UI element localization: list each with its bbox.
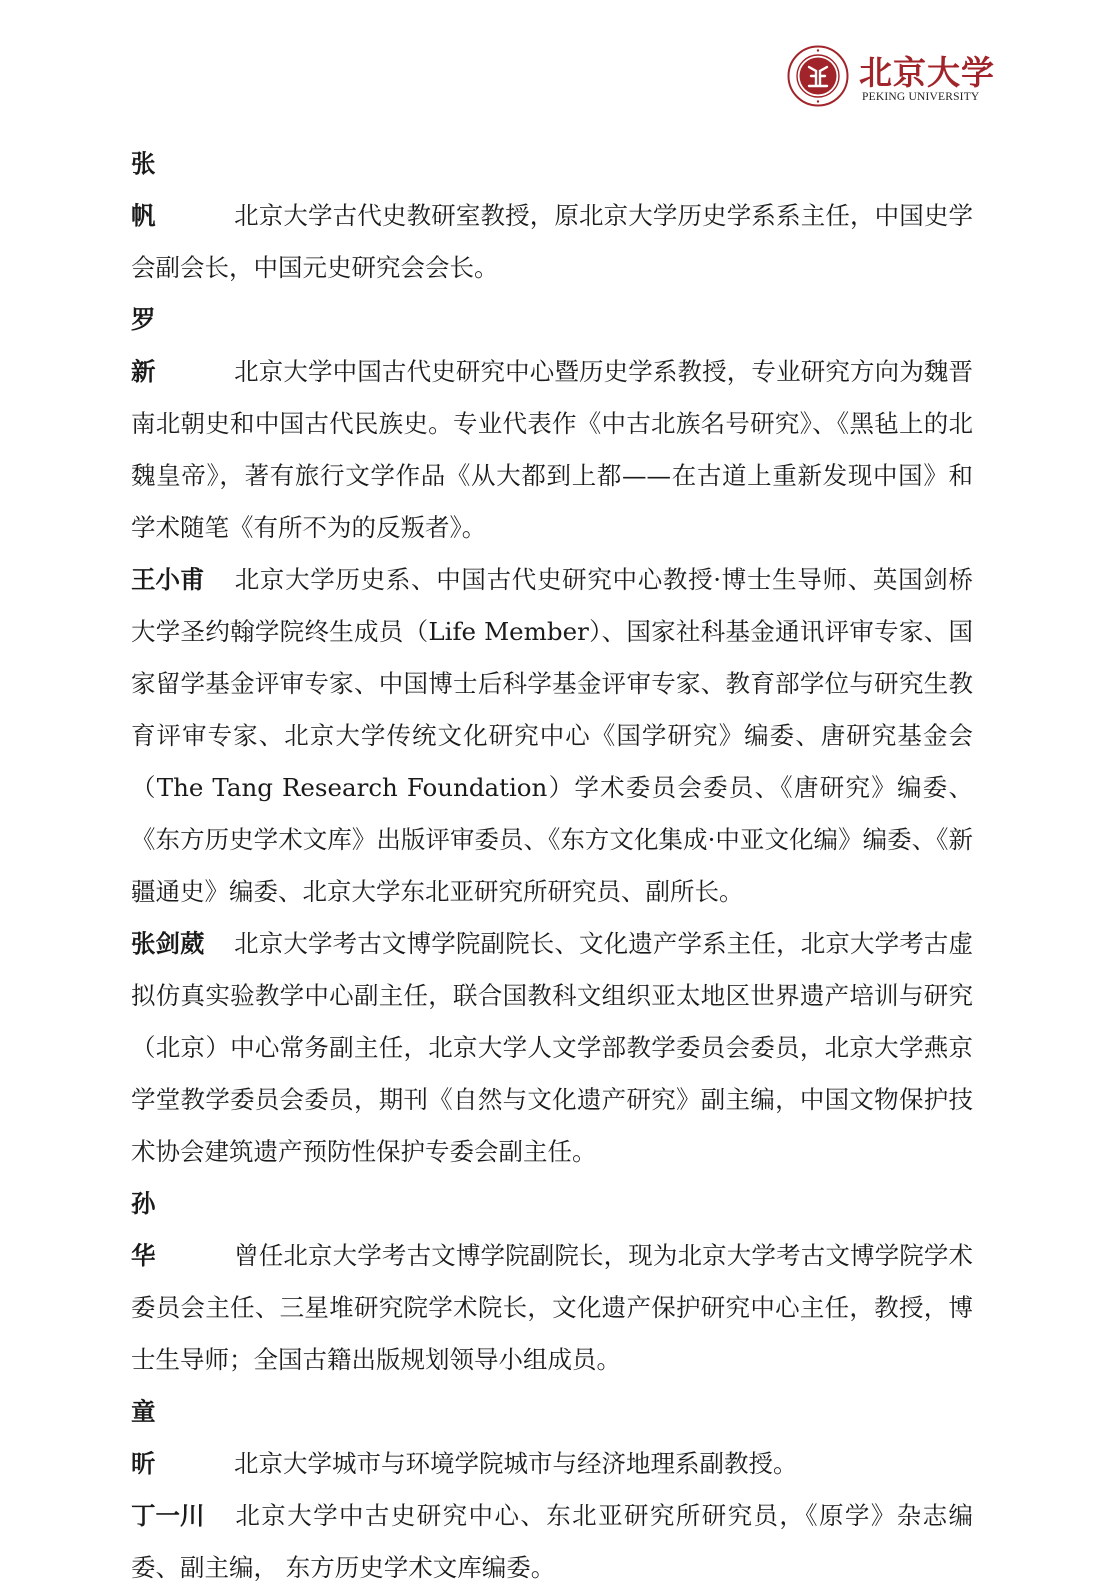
bio-description: 北京大学中古史研究中心、东北亚研究所研究员，《原学》杂志编委、副主编， 东方历史学术文库编委。 (131, 1501, 973, 1582)
bio-description: 北京大学历史系、中国古代史研究中心教授·博士生导师、英国剑桥大学圣约翰学院终生成员（Life Member）、国家社科基金通讯评审专家、国家留学基金评审专家、中国博士后科学基金评审专家、教育部学位与研究生教育评审专家、北京大学传统文化研究中心《国学研究》编委、唐研究基金会（The Tang Research Foundation）学术委员会委员、《唐研究》编委、《东方历史学术文库》出版评审委员、《东方文化集成·中亚文化编》编委、《新疆通史》编委、北京大学东北亚研究所研究员、副所长。 (131, 565, 973, 906)
bio-entry (131, 554, 973, 918)
bio-entry (131, 1178, 973, 1386)
bio-name: 张 帆 (131, 149, 184, 230)
bio-description: 北京大学城市与环境学院城市与经济地理系副教授。 (234, 1449, 798, 1478)
logo-english-name: PEKING UNIVERSITY (862, 91, 980, 103)
bio-name: 张剑葳 (131, 929, 205, 958)
bio-entry (131, 138, 973, 294)
bio-entry (131, 918, 973, 1178)
bio-entry (131, 1386, 973, 1490)
document-body (131, 138, 973, 1594)
bio-name: 王小甫 (131, 565, 205, 594)
bio-entry (131, 1490, 973, 1594)
bio-description: 北京大学古代史教研室教授，原北京大学历史学系系主任，中国史学会副会长，中国元史研究会会长。 (131, 201, 973, 282)
bio-name: 孙 华 (131, 1189, 184, 1270)
bio-name: 罗 新 (131, 305, 184, 386)
bio-description: 曾任北京大学考古文博学院副院长，现为北京大学考古文博学院学术委员会主任、三星堆研究院学术院长，文化遗产保护研究中心主任，教授，博士生导师；全国古籍出版规划领导小组成员。 (131, 1241, 973, 1374)
logo-chinese-name: 北京大学 (859, 53, 995, 92)
bio-name: 童 昕 (131, 1397, 184, 1478)
university-logo (787, 45, 1007, 109)
university-seal-icon (787, 45, 849, 107)
bio-description: 北京大学考古文博学院副院长、文化遗产学系主任，北京大学考古虚拟仿真实验教学中心副主任，联合国教科文组织亚太地区世界遗产培训与研究（北京）中心常务副主任，北京大学人文学部教学委员会委员，北京大学燕京学堂教学委员会委员，期刊《自然与文化遗产研究》副主编，中国文物保护技术协会建筑遗产预防性保护专委会副主任。 (131, 929, 973, 1166)
bio-name: 丁一川 (131, 1501, 205, 1530)
bio-entry (131, 294, 973, 554)
bio-description: 北京大学中国古代史研究中心暨历史学系教授，专业研究方向为魏晋南北朝史和中国古代民族史。专业代表作《中古北族名号研究》、《黑毡上的北魏皇帝》，著有旅行文学作品《从大都到上都——在古道上重新发现中国》和学术随笔《有所不为的反叛者》。 (131, 357, 973, 542)
